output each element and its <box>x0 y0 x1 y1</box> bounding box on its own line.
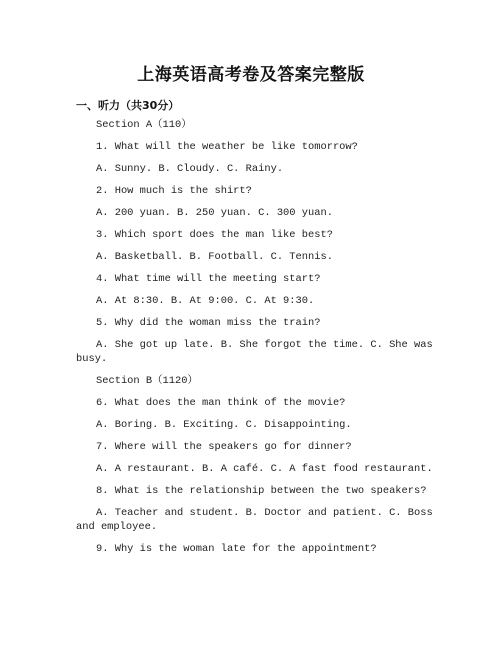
question-9: 9. Why is the woman late for the appointment? <box>96 543 377 555</box>
question-8-options-text: A. Teacher and student. B. Doctor and patient. C. Boss <box>96 507 433 519</box>
question-5-options-text: A. She got up late. B. She forgot the time. C. She was <box>96 339 433 351</box>
question-3-options: A. Basketball. B. Football. C. Tennis. <box>96 251 333 263</box>
question-5-options-line2: busy. <box>76 353 108 365</box>
question-8-options-line2: and employee. <box>76 521 158 533</box>
question-4: 4. What time will the meeting start? <box>96 273 321 285</box>
question-1-options: A. Sunny. B. Cloudy. C. Rainy. <box>96 163 284 175</box>
question-4-options: A. At 8:30. B. At 9:00. C. At 9:30. <box>96 295 315 307</box>
question-5-options <box>76 338 433 374</box>
document-title: 上海英语高考卷及答案完整版 <box>137 65 365 85</box>
question-7-options: A. A restaurant. B. A café. C. A fast food restaurant. <box>96 463 433 475</box>
question-list <box>76 118 433 564</box>
question-6: 6. What does the man think of the movie? <box>96 397 346 409</box>
question-8: 8. What is the relationship between the two speakers? <box>96 485 427 497</box>
section-b-label: Section B（1120） <box>96 375 198 387</box>
question-8-options-line1 <box>96 506 433 520</box>
question-3: 3. Which sport does the man like best? <box>96 229 333 241</box>
question-1: 1. What will the weather be like tomorrow? <box>96 141 358 153</box>
question-5-options-line1 <box>96 338 433 352</box>
part-heading-listening: 一、听力（共30分） <box>76 99 180 112</box>
question-2-options: A. 200 yuan. B. 250 yuan. C. 300 yuan. <box>96 207 333 219</box>
question-6-options: A. Boring. B. Exciting. C. Disappointing. <box>96 419 352 431</box>
question-7: 7. Where will the speakers go for dinner? <box>96 441 352 453</box>
question-5: 5. Why did the woman miss the train? <box>96 317 321 329</box>
section-a-label: Section A（110） <box>96 119 192 131</box>
question-2: 2. How much is the shirt? <box>96 185 252 197</box>
question-8-options <box>76 506 433 542</box>
